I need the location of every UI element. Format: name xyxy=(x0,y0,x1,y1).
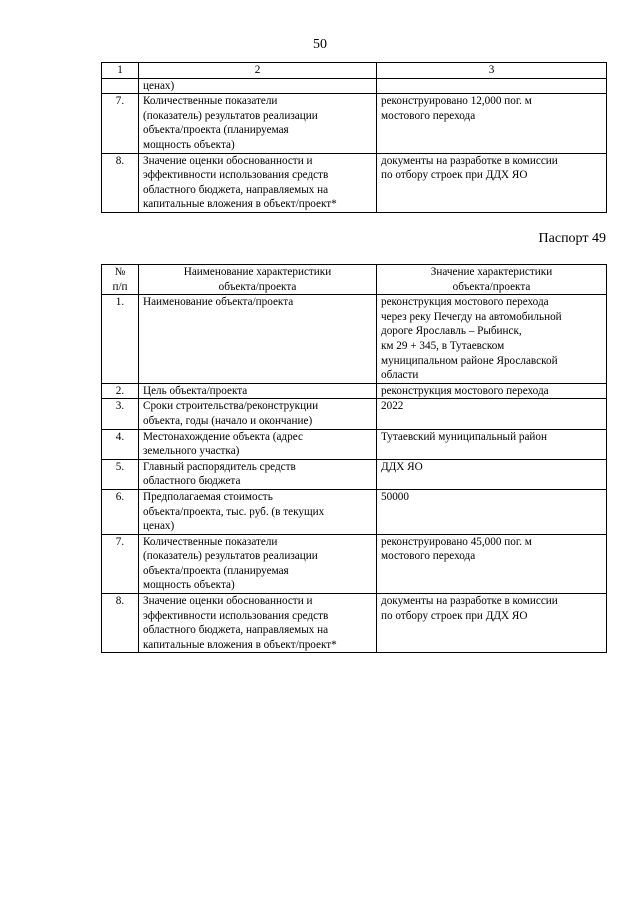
row-name: Количественные показатели (показатель) результатов реализации объекта/проекта (планируемая мощность объекта) xyxy=(139,534,377,593)
passport-table xyxy=(101,264,607,653)
page-number: 50 xyxy=(313,37,327,52)
column-header-value: Значение характеристики объекта/проекта xyxy=(377,265,607,295)
row-name: Предполагаемая стоимость объекта/проекта, тыс. руб. (в текущих ценах) xyxy=(139,489,377,534)
table-row xyxy=(102,594,607,653)
table-row xyxy=(102,78,607,94)
column-header-number: 1 xyxy=(102,63,139,79)
column-header-number: № п/п xyxy=(102,265,139,295)
row-value: 50000 xyxy=(377,489,607,534)
row-name: Значение оценки обоснованности и эффективности использования средств областного бюджета, направляемых на капитальные вложения в объект/проект* xyxy=(139,153,377,212)
table-row xyxy=(102,489,607,534)
table-row xyxy=(102,295,607,384)
column-header-value: 3 xyxy=(377,63,607,79)
row-number: 1. xyxy=(102,295,139,384)
row-name: Местонахождение объекта (адрес земельного участка) xyxy=(139,429,377,459)
row-number: 8. xyxy=(102,153,139,212)
row-number: 5. xyxy=(102,459,139,489)
row-name: Сроки строительства/реконструкции объекта, годы (начало и окончание) xyxy=(139,399,377,429)
row-value: реконструкция мостового перехода xyxy=(377,383,607,399)
table-row xyxy=(102,534,607,593)
column-header-name: Наименование характеристики объекта/проекта xyxy=(139,265,377,295)
row-value: документы на разработке в комиссии по отбору строек при ДДХ ЯО xyxy=(377,153,607,212)
row-number: 4. xyxy=(102,429,139,459)
table-header-row xyxy=(102,63,607,79)
table-header-row xyxy=(102,265,607,295)
row-number: 7. xyxy=(102,534,139,593)
table-row xyxy=(102,383,607,399)
table-row xyxy=(102,94,607,153)
row-value: документы на разработке в комиссии по отбору строек при ДДХ ЯО xyxy=(377,594,607,653)
table-row xyxy=(102,459,607,489)
row-value: Тутаевский муниципальный район xyxy=(377,429,607,459)
table-row xyxy=(102,429,607,459)
table-row xyxy=(102,399,607,429)
table-continuation xyxy=(101,62,607,213)
row-name: ценах) xyxy=(139,78,377,94)
column-header-name: 2 xyxy=(139,63,377,79)
row-number: 8. xyxy=(102,594,139,653)
row-value: реконструировано 12,000 пог. м мостового перехода xyxy=(377,94,607,153)
row-number: 2. xyxy=(102,383,139,399)
row-number: 7. xyxy=(102,94,139,153)
row-name: Главный распорядитель средств областного бюджета xyxy=(139,459,377,489)
passport-title: Паспорт 49 xyxy=(538,231,606,246)
row-name: Значение оценки обоснованности и эффективности использования средств областного бюджета, направляемых на капитальные вложения в объект/проект* xyxy=(139,594,377,653)
row-number xyxy=(102,78,139,94)
row-number: 3. xyxy=(102,399,139,429)
row-value: реконструировано 45,000 пог. м мостового перехода xyxy=(377,534,607,593)
row-value: ДДХ ЯО xyxy=(377,459,607,489)
row-name: Цель объекта/проекта xyxy=(139,383,377,399)
row-number: 6. xyxy=(102,489,139,534)
row-value: реконструкция мостового перехода через реку Печегду на автомобильной дороге Ярославль – Рыбинск, км 29 + 345, в Тутаевском муниципальном районе Ярославской области xyxy=(377,295,607,384)
table-row xyxy=(102,153,607,212)
row-value: 2022 xyxy=(377,399,607,429)
row-name: Наименование объекта/проекта xyxy=(139,295,377,384)
row-value xyxy=(377,78,607,94)
row-name: Количественные показатели (показатель) результатов реализации объекта/проекта (планируемая мощность объекта) xyxy=(139,94,377,153)
